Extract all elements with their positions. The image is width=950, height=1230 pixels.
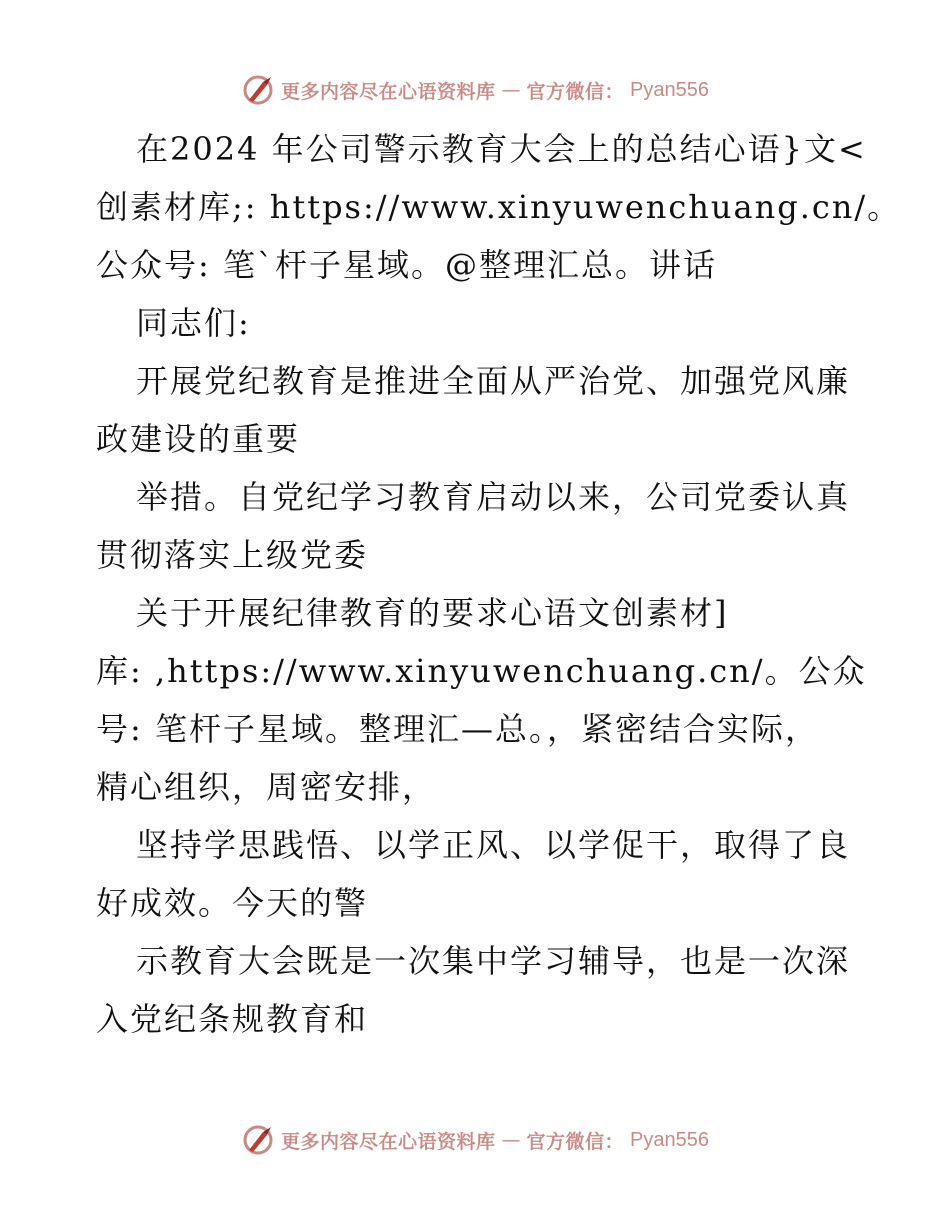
- body-line: 同志们:: [136, 304, 251, 342]
- body-line: 公众号: 笔`杆子星域。@整理汇总。讲话: [96, 246, 717, 284]
- banner-wechat-id: Pyan556: [630, 78, 709, 101]
- body-line: 好成效。今天的警: [96, 884, 369, 922]
- document-body: [96, 120, 902, 1048]
- body-line: 示教育大会既是一次集中学习辅导，也是一次深: [136, 942, 851, 980]
- body-line: 在2024 年公司警示教育大会上的总结心语}文<: [136, 130, 867, 168]
- banner-official-label: 官方微信：: [526, 1130, 625, 1153]
- body-line: 入党纪条规教育和: [96, 1000, 369, 1038]
- body-line: 号: 笔杆子星域。整理汇—总。，紧密结合实际，: [96, 710, 819, 748]
- body-line: 精心组织，周密安排，: [96, 768, 437, 806]
- banner-separator: —: [501, 79, 521, 101]
- body-line: 关于开展纪律教育的要求心语文创素材]: [136, 594, 729, 632]
- footer-banner: [0, 1120, 950, 1160]
- banner-main-text: 更多内容尽在心语资料库: [281, 80, 496, 103]
- quill-logo-icon: [241, 73, 275, 107]
- body-line: 贯彻落实上级党委: [96, 536, 369, 574]
- body-line: 库: ,https://www.xinyuwenchuang.cn/。公众: [96, 652, 867, 690]
- banner-main-text: 更多内容尽在心语资料库: [281, 1130, 496, 1153]
- body-line: 政建设的重要: [96, 420, 301, 458]
- body-line: 举措。自党纪学习教育启动以来，公司党委认真: [136, 478, 851, 516]
- body-line: 坚持学思践悟、以学正风、以学促干，取得了良: [136, 826, 851, 864]
- body-line: 创素材库;: https://www.xinyuwenchuang.cn/。: [96, 188, 902, 226]
- header-banner: [0, 70, 950, 110]
- banner-official-label: 官方微信：: [526, 80, 625, 103]
- banner-separator: —: [501, 1129, 521, 1151]
- quill-logo-icon: [241, 1123, 275, 1157]
- body-line: 开展党纪教育是推进全面从严治党、加强党风廉: [136, 362, 851, 400]
- banner-wechat-id: Pyan556: [630, 1128, 709, 1151]
